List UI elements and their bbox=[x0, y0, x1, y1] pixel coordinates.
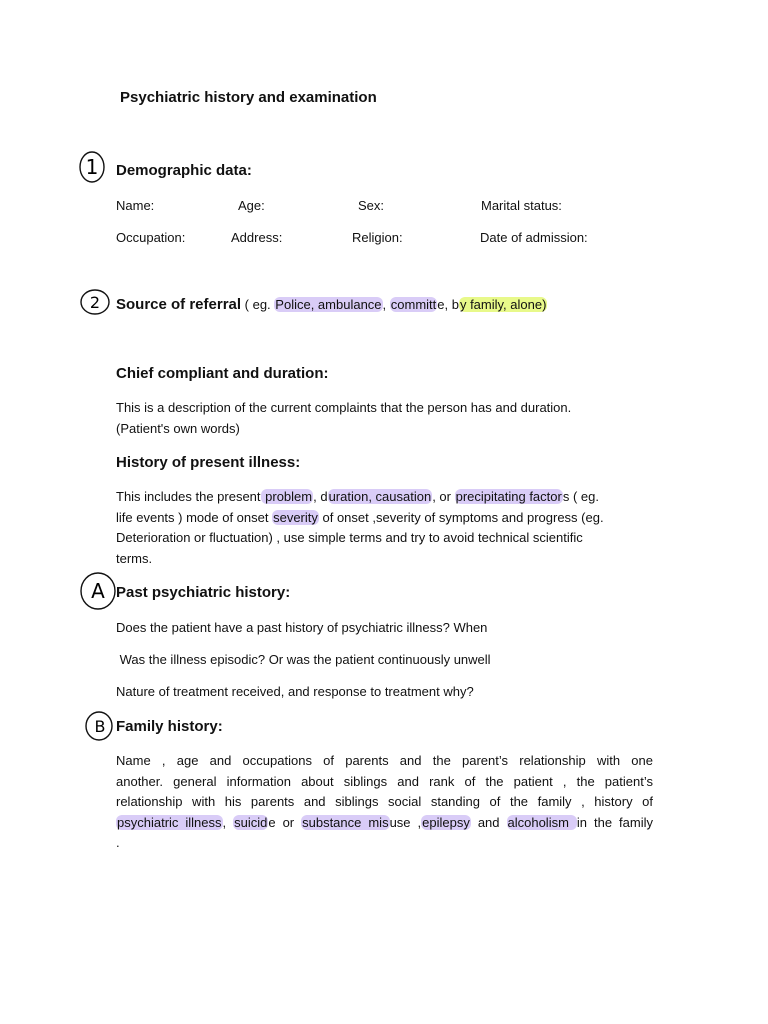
text-run: , bbox=[222, 814, 234, 830]
text-run: life events ) mode of onset bbox=[116, 509, 273, 525]
text-run: use , bbox=[389, 814, 422, 830]
field-marital-label: Marital status: bbox=[481, 198, 562, 213]
marker-2-text: 2 bbox=[89, 293, 101, 312]
text-run: of onset ,severity of symptoms and progress (eg. bbox=[318, 509, 604, 525]
family-line-5: . bbox=[116, 835, 120, 850]
marker-a-text: A bbox=[91, 579, 105, 603]
present-line-3: Deterioration or fluctuation) , use simple terms and try to avoid technical scientific bbox=[116, 530, 583, 545]
circled-number-1-mark bbox=[78, 150, 108, 186]
field-address-label: Address: bbox=[231, 230, 283, 245]
highlight-psychiatric-illness: psychiatric illness bbox=[117, 814, 222, 830]
referral-heading: Source of referral bbox=[116, 296, 242, 313]
field-occupation-label: Occupation: bbox=[116, 230, 186, 245]
family-line-1: Name , age and occupations of parents and the parent’s relationship with one bbox=[116, 753, 653, 768]
demographic-heading: Demographic data: bbox=[116, 162, 252, 179]
family-history-heading: Family history: bbox=[116, 718, 223, 735]
text-run: e or bbox=[268, 814, 302, 830]
circled-letter-b-mark bbox=[84, 711, 116, 743]
past-history-text-1: Does the patient have a past history of psychiatric illness? When bbox=[116, 620, 488, 635]
past-history-text-2: Was the illness episodic? Or was the patient continuously unwell bbox=[116, 652, 491, 667]
highlight-police-ambulance: Police, ambulance bbox=[275, 297, 382, 312]
marker-b-text: B bbox=[94, 717, 106, 736]
highlight-epilepsy: epilepsy bbox=[422, 814, 470, 830]
present-illness-heading: History of present illness: bbox=[116, 454, 301, 471]
highlight-precipitating-factor: precipitating factor bbox=[455, 489, 562, 504]
highlight-family-alone: y family, alone) bbox=[459, 297, 547, 312]
field-religion-label: Religion: bbox=[352, 230, 403, 245]
family-line-2: another. general information about siblings and rank of the patient , the patient’s bbox=[116, 773, 653, 789]
highlight-alcoholism: alcoholism bbox=[507, 814, 576, 830]
highlight-committee: committ bbox=[390, 297, 437, 312]
field-sex-label: Sex: bbox=[358, 198, 385, 213]
field-name-label: Name: bbox=[116, 198, 155, 213]
past-history-text-3: Nature of treatment received, and response to treatment why? bbox=[116, 684, 474, 699]
circled-number-2-mark bbox=[80, 289, 112, 317]
text-run: , or bbox=[432, 489, 455, 504]
referral-text: e, b bbox=[437, 297, 459, 312]
present-illness-paragraph bbox=[116, 487, 653, 569]
highlight-substance-misuse: substance mis bbox=[302, 814, 389, 830]
text-run: This includes the present bbox=[116, 489, 261, 504]
marker-1-text: 1 bbox=[85, 155, 99, 179]
highlight-problem: problem bbox=[261, 489, 313, 504]
family-history-paragraph bbox=[116, 751, 653, 854]
present-line-2 bbox=[116, 508, 653, 529]
referral-line bbox=[116, 296, 547, 314]
family-line-3: relationship with his parents and siblings social standing of the family , history of bbox=[116, 794, 653, 809]
highlight-suicide: suicid bbox=[234, 814, 268, 830]
present-line-1 bbox=[116, 487, 653, 508]
referral-text: , bbox=[382, 297, 390, 312]
chief-complaint-text-2: (Patient's own words) bbox=[116, 421, 240, 436]
field-age-label: Age: bbox=[238, 198, 265, 213]
highlight-duration-causation: uration, causation bbox=[328, 489, 432, 504]
chief-complaint-text-1: This is a description of the current complaints that the person has and duration. bbox=[116, 400, 572, 415]
field-admission-label: Date of admission: bbox=[480, 230, 588, 245]
page-title: Psychiatric history and examination bbox=[120, 89, 377, 106]
family-line-4 bbox=[116, 813, 653, 834]
chief-complaint-heading: Chief compliant and duration: bbox=[116, 365, 329, 382]
text-run: and bbox=[470, 814, 507, 830]
text-run: , d bbox=[313, 489, 328, 504]
text-run: in the family bbox=[576, 814, 654, 830]
text-run: s ( eg. bbox=[562, 489, 599, 504]
past-history-heading: Past psychiatric history: bbox=[116, 584, 291, 601]
circled-letter-a-mark bbox=[80, 571, 120, 611]
referral-text: ( eg. bbox=[241, 297, 275, 312]
highlight-severity: severity bbox=[273, 509, 318, 525]
present-line-4: terms. bbox=[116, 550, 153, 566]
